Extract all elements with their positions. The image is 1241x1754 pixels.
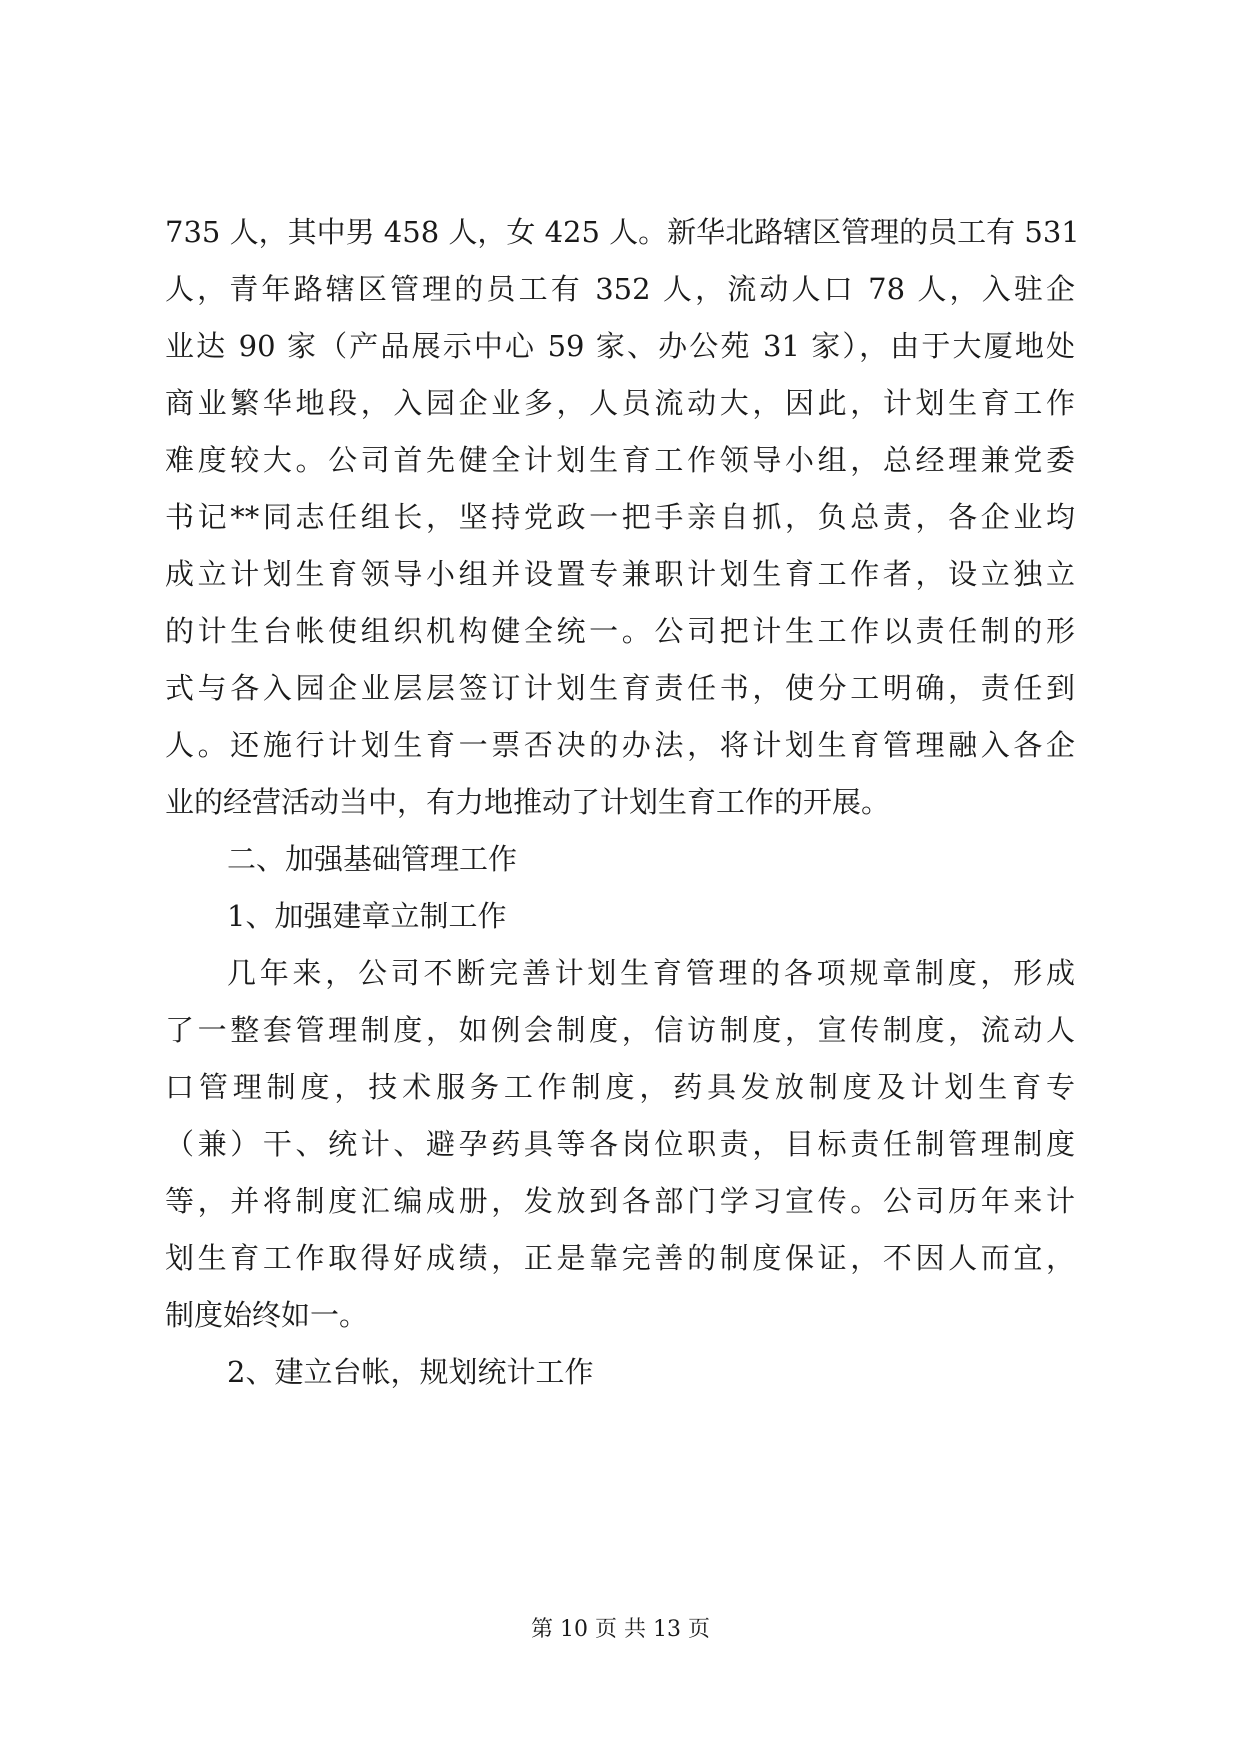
body-line: 划生育工作取得好成绩，正是靠完善的制度保证，不因人而宜，: [165, 1241, 1075, 1275]
body-line: 等，并将制度汇编成册，发放到各部门学习宣传。公司历年来计: [165, 1184, 1075, 1218]
body-line: 的计生台帐使组织机构健全统一。公司把计生工作以责任制的形: [165, 614, 1075, 648]
body-line: 人。还施行计划生育一票否决的办法，将计划生育管理融入各企: [165, 728, 1075, 762]
body-line: 业达 90 家（产品展示中心 59 家、办公苑 31 家），由于大厦地处: [165, 329, 1075, 363]
body-line: 业的经营活动当中，有力地推动了计划生育工作的开展。: [165, 785, 891, 819]
section-heading: 二、加强基础管理工作: [227, 842, 518, 876]
page-number: 第 10 页 共 13 页: [531, 1617, 710, 1642]
subsection-heading: 2、建立台帐，规划统计工作: [227, 1355, 594, 1389]
body-line: 难度较大。公司首先健全计划生育工作领导小组，总经理兼党委: [165, 443, 1075, 477]
body-line: 人，青年路辖区管理的员工有 352 人，流动人口 78 人，入驻企: [165, 272, 1075, 306]
body-line: （兼）干、统计、避孕药具等各岗位职责，目标责任制管理制度: [165, 1127, 1075, 1161]
body-line: 式与各入园企业层层签订计划生育责任书，使分工明确，责任到: [165, 671, 1075, 705]
body-line: 735 人，其中男 458 人，女 425 人。新华北路辖区管理的员工有 531: [165, 215, 1080, 249]
body-line: 几年来，公司不断完善计划生育管理的各项规章制度，形成: [227, 956, 1075, 990]
subsection-heading: 1、加强建章立制工作: [227, 899, 507, 933]
body-line: 了一整套管理制度，如例会制度，信访制度，宣传制度，流动人: [165, 1013, 1075, 1047]
body-line: 商业繁华地段，入园企业多，人员流动大，因此，计划生育工作: [165, 386, 1075, 420]
body-line: 制度始终如一。: [165, 1298, 369, 1332]
body-line: 口管理制度，技术服务工作制度，药具发放制度及计划生育专: [165, 1070, 1075, 1104]
body-line: 书记**同志任组长，坚持党政一把手亲自抓，负总责，各企业均: [165, 500, 1075, 534]
body-line: 成立计划生育领导小组并设置专兼职计划生育工作者，设立独立: [165, 557, 1075, 591]
